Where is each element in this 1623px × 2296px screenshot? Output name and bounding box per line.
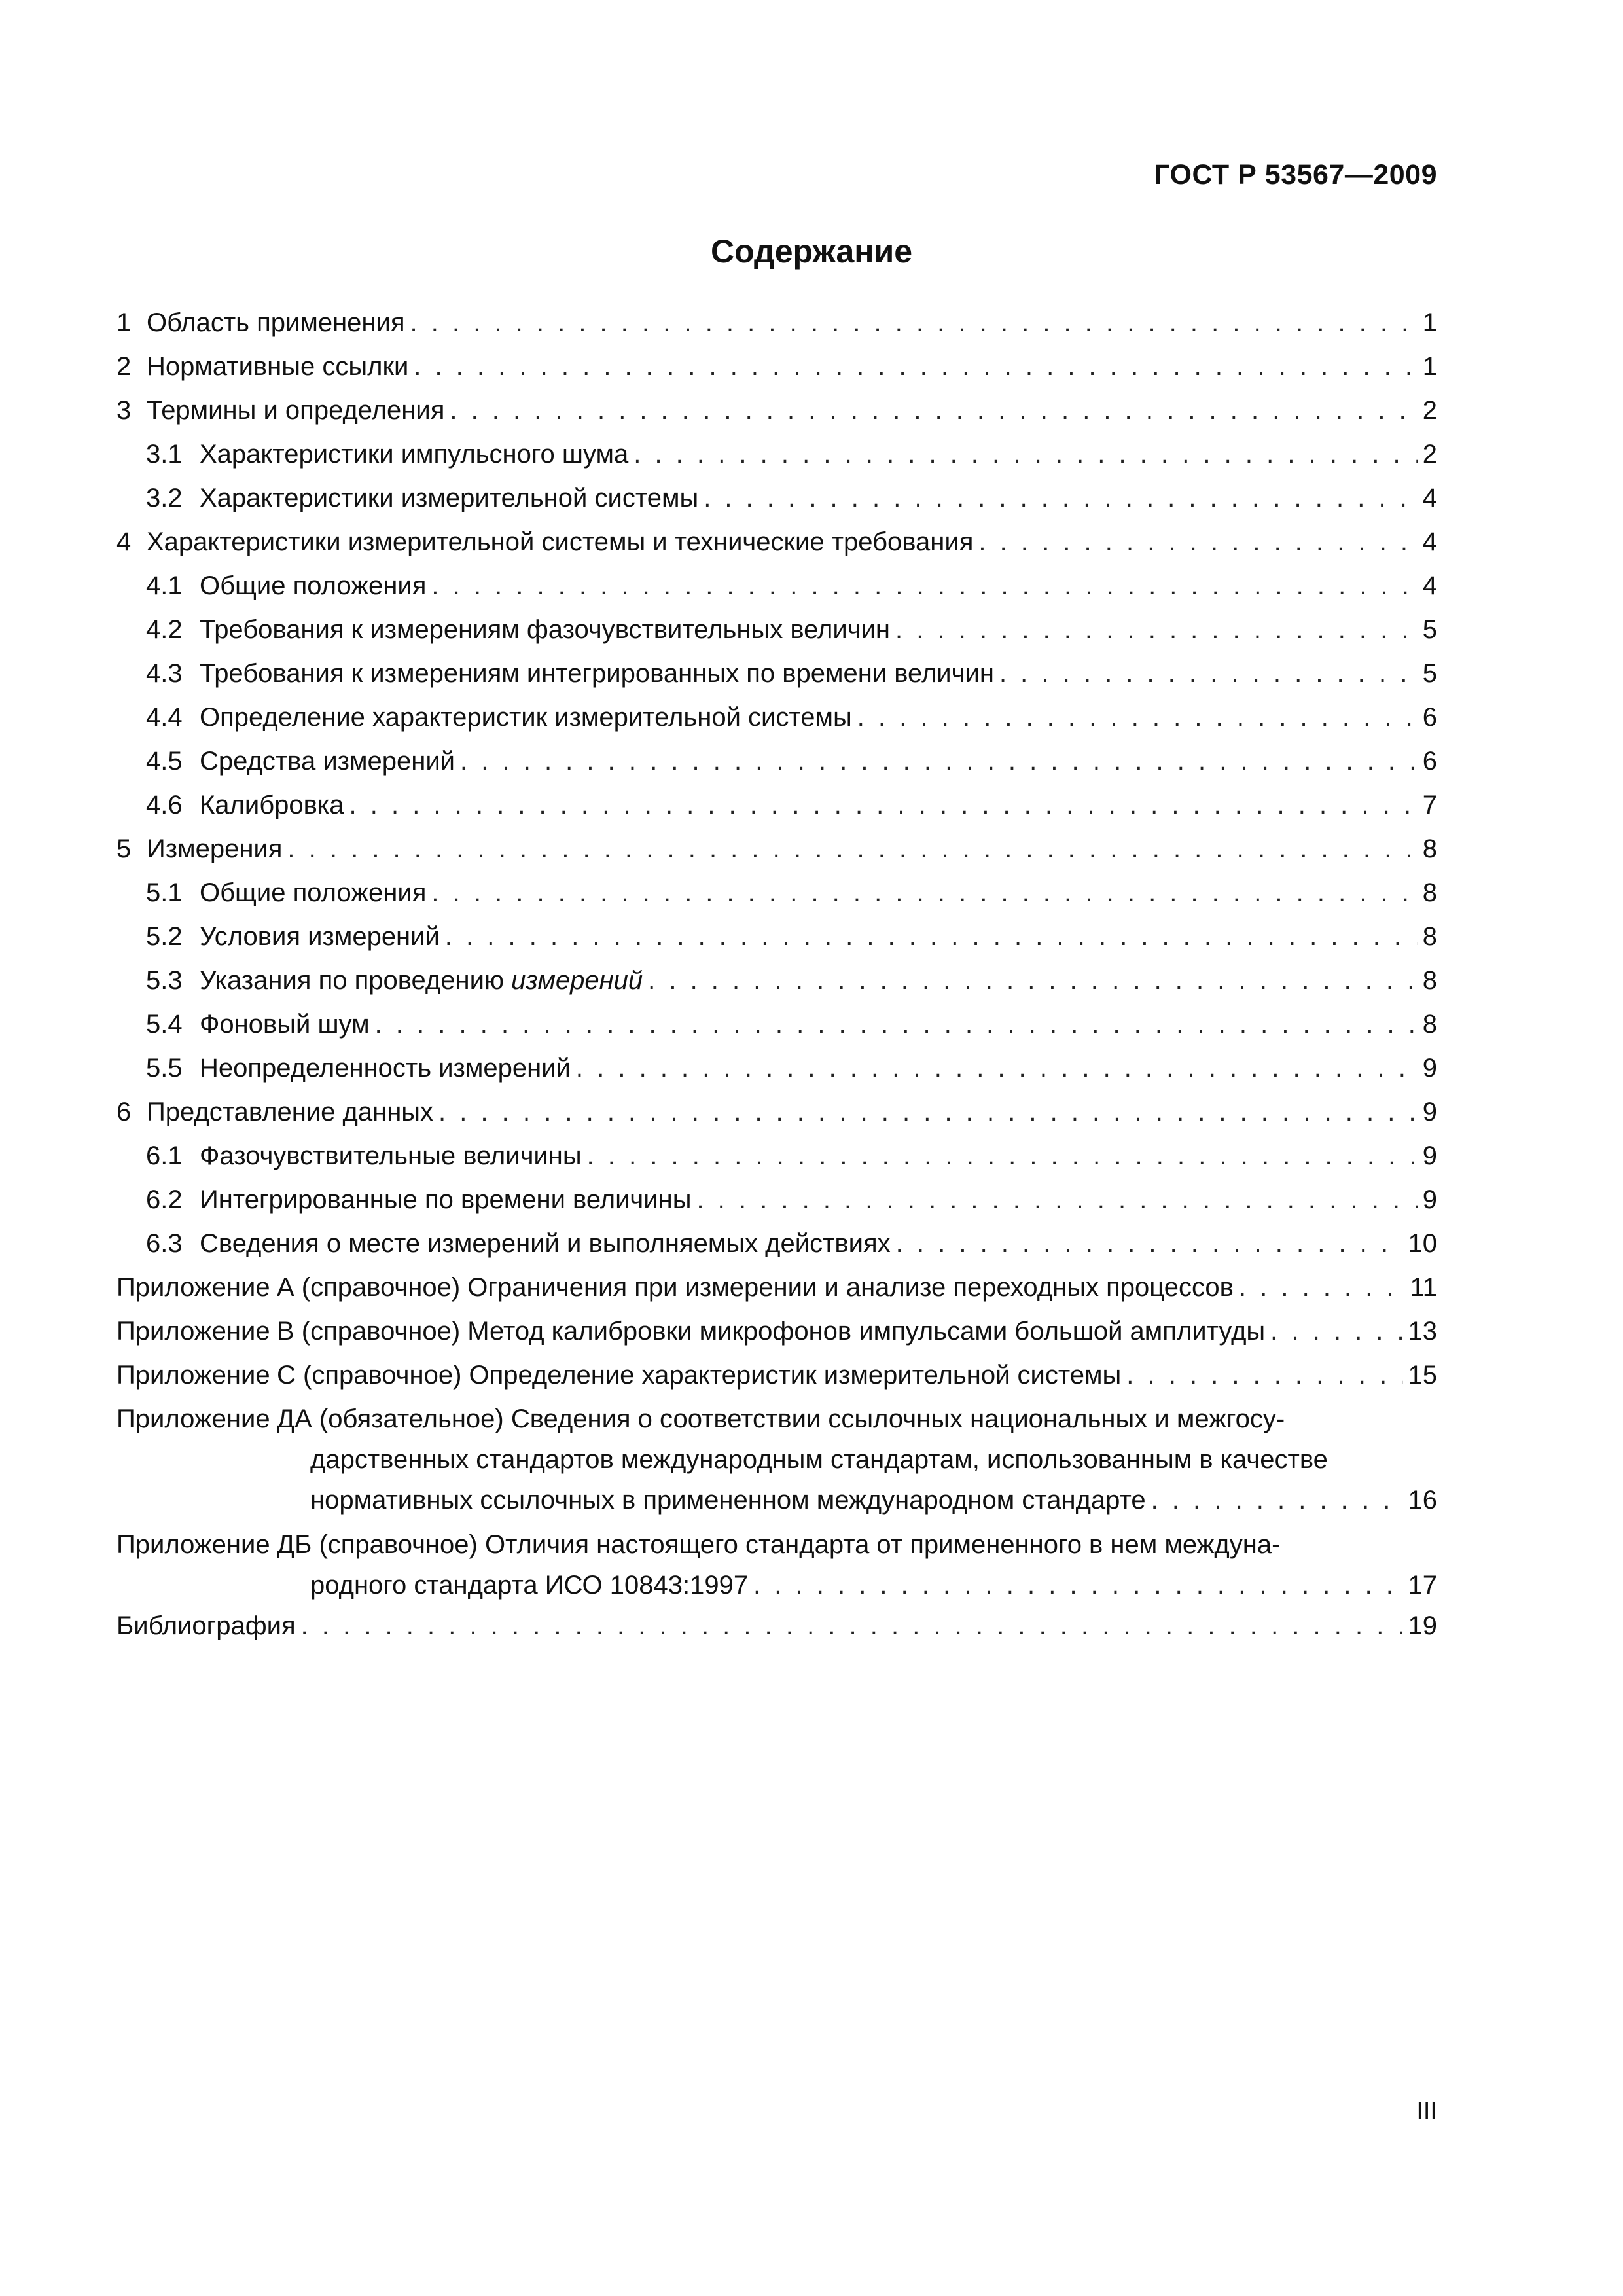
toc-entry-label: Представление данных bbox=[147, 1098, 434, 1126]
toc-entry-label: Фоновый шум bbox=[200, 1010, 370, 1039]
toc-entry-label: С (справочное) Определение характеристик измерительной системы bbox=[277, 1361, 1122, 1390]
toc-leader-dots bbox=[450, 389, 1417, 433]
toc-entry-label: Интегрированные по времени величины bbox=[200, 1185, 692, 1214]
toc-leader-dots bbox=[1126, 1354, 1402, 1397]
toc-entry-label: Определение характеристик измерительной системы bbox=[200, 703, 852, 732]
toc-leader-dots bbox=[287, 827, 1417, 871]
appendix-word: Приложение bbox=[116, 1317, 270, 1346]
toc-entry-number: 3.2 bbox=[146, 484, 183, 512]
toc-entry-label: Калибровка bbox=[200, 791, 344, 819]
toc-appendix-db[interactable] bbox=[116, 1523, 1437, 1604]
toc-entry-label: ДА (обязательное) Сведения о соответствии ссылочных национальных и межгосу- bbox=[277, 1405, 1285, 1433]
toc-entry-5-3[interactable] bbox=[116, 959, 1437, 1003]
table-of-contents bbox=[116, 301, 1437, 1648]
toc-entry-label-cont: родного стандарта ИСО 10843:1997 bbox=[310, 1571, 749, 1600]
toc-entry-label: Требования к измерениям фазочувствительных величин bbox=[200, 615, 890, 644]
toc-leader-dots bbox=[587, 1134, 1418, 1178]
toc-entry-page: 6 bbox=[1422, 747, 1437, 776]
toc-entry-label: Фазочувствительные величины bbox=[200, 1141, 582, 1170]
toc-entry-label bbox=[200, 959, 643, 1003]
toc-leader-dots bbox=[633, 433, 1417, 476]
toc-entry-number: 6.2 bbox=[146, 1185, 183, 1214]
toc-entry-page: 4 bbox=[1422, 571, 1437, 600]
document-code: ГОСТ Р 53567—2009 bbox=[1154, 159, 1437, 190]
toc-entry-page: 11 bbox=[1410, 1273, 1437, 1302]
toc-entry-number: 4.2 bbox=[146, 615, 183, 644]
toc-leader-dots bbox=[375, 1003, 1418, 1047]
toc-leader-dots bbox=[414, 345, 1417, 389]
toc-entry-label: Характеристики измерительной системы bbox=[200, 484, 699, 512]
toc-leader-dots bbox=[410, 301, 1418, 345]
toc-leader-dots bbox=[978, 520, 1417, 564]
toc-entry-3[interactable] bbox=[116, 389, 1437, 433]
toc-entry-page: 8 bbox=[1422, 922, 1437, 951]
toc-entry-5-1[interactable] bbox=[116, 871, 1437, 915]
toc-entry-5[interactable] bbox=[116, 827, 1437, 871]
toc-entry-number: 4.1 bbox=[146, 571, 183, 600]
toc-entry-page: 10 bbox=[1408, 1229, 1437, 1258]
toc-entry-label: Общие положения bbox=[200, 878, 427, 907]
toc-entry-label: Измерения bbox=[147, 834, 283, 863]
toc-entry-page: 8 bbox=[1422, 966, 1437, 995]
toc-entry-5-5[interactable] bbox=[116, 1047, 1437, 1090]
toc-entry-label: В (справочное) Метод калибровки микрофонов импульсами большой амплитуды bbox=[277, 1317, 1266, 1346]
toc-entry-5-4[interactable] bbox=[116, 1003, 1437, 1047]
toc-entry-page: 7 bbox=[1422, 791, 1437, 819]
toc-entry-page: 5 bbox=[1422, 615, 1437, 644]
toc-entry-page: 5 bbox=[1422, 659, 1437, 688]
toc-entry-label: Термины и определения bbox=[147, 396, 445, 425]
toc-leader-dots bbox=[349, 783, 1418, 827]
toc-entry-page: 8 bbox=[1422, 834, 1437, 863]
toc-entry-number: 4.5 bbox=[146, 747, 183, 776]
toc-entry-number: 3 bbox=[116, 396, 132, 425]
toc-entry-label: Область применения bbox=[147, 308, 405, 337]
appendix-line bbox=[116, 1397, 1437, 1438]
toc-entry-number: 2 bbox=[116, 352, 132, 381]
toc-entry-number: 6 bbox=[116, 1098, 132, 1126]
toc-entry-label: Неопределенность измерений bbox=[200, 1054, 571, 1083]
toc-entry-3-2[interactable] bbox=[116, 476, 1437, 520]
toc-entry-number: 4.6 bbox=[146, 791, 183, 819]
toc-entry-6-1[interactable] bbox=[116, 1134, 1437, 1178]
toc-leader-dots bbox=[753, 1564, 1402, 1607]
appendix-word: Приложение bbox=[116, 1530, 270, 1559]
toc-entry-label: Нормативные ссылки bbox=[147, 352, 409, 381]
toc-entry-label: ДБ (справочное) Отличия настоящего стандарта от примененного в нем междуна- bbox=[277, 1530, 1281, 1559]
appendix-line bbox=[116, 1523, 1437, 1564]
toc-entry-page: 6 bbox=[1422, 703, 1437, 732]
toc-entry-page: 8 bbox=[1422, 878, 1437, 907]
appendix-word: Приложение bbox=[116, 1273, 270, 1302]
toc-entry-label: А (справочное) Ограничения при измерении и анализе переходных процессов bbox=[277, 1273, 1234, 1302]
toc-entry-page: 2 bbox=[1422, 440, 1437, 469]
toc-entry-1[interactable] bbox=[116, 301, 1437, 345]
toc-leader-dots bbox=[999, 652, 1418, 696]
toc-entry-page: 9 bbox=[1422, 1054, 1437, 1083]
toc-entry-number: 5.4 bbox=[146, 1010, 183, 1039]
toc-appendix-b[interactable] bbox=[116, 1310, 1437, 1354]
appendix-line bbox=[116, 1564, 1437, 1604]
toc-entry-page: 9 bbox=[1422, 1185, 1437, 1214]
toc-entry-label: Требования к измерениям интегрированных по времени величин bbox=[200, 659, 994, 688]
toc-entry-page: 4 bbox=[1422, 528, 1437, 556]
toc-entry-number: 1 bbox=[116, 308, 132, 337]
toc-bibliography[interactable] bbox=[116, 1604, 1437, 1648]
toc-entry-page: 17 bbox=[1408, 1571, 1437, 1600]
toc-entry-number: 5.2 bbox=[146, 922, 183, 951]
appendix-word: Приложение bbox=[116, 1405, 270, 1433]
toc-title: Содержание bbox=[710, 233, 913, 270]
toc-entry-label-cont: нормативных ссылочных в примененном международном стандарте bbox=[310, 1486, 1146, 1515]
toc-entry-5-2[interactable] bbox=[116, 915, 1437, 959]
toc-entry-page: 8 bbox=[1422, 1010, 1437, 1039]
toc-entry-number: 6.3 bbox=[146, 1229, 183, 1258]
toc-appendix-a[interactable] bbox=[116, 1266, 1437, 1310]
toc-entry-number: 5 bbox=[116, 834, 132, 863]
appendix-word: Приложение bbox=[116, 1361, 270, 1390]
toc-entry-4[interactable] bbox=[116, 520, 1437, 564]
toc-entry-2[interactable] bbox=[116, 345, 1437, 389]
toc-entry-page: 2 bbox=[1422, 396, 1437, 425]
toc-entry-label-italic: измерений bbox=[511, 966, 643, 995]
toc-entry-4-2[interactable] bbox=[116, 608, 1437, 652]
toc-entry-4-5[interactable] bbox=[116, 740, 1437, 783]
toc-entry-label: Характеристики измерительной системы и технические требования bbox=[147, 528, 974, 556]
toc-leader-dots bbox=[896, 1222, 1403, 1266]
toc-leader-dots bbox=[895, 608, 1418, 652]
toc-entry-4-4[interactable] bbox=[116, 696, 1437, 740]
toc-entry-label: Средства измерений bbox=[200, 747, 455, 776]
toc-entry-number: 4 bbox=[116, 528, 132, 556]
toc-entry-number: 5.5 bbox=[146, 1054, 183, 1083]
toc-leader-dots bbox=[1239, 1266, 1405, 1310]
toc-entry-label: Библиография bbox=[116, 1611, 296, 1640]
toc-entry-6[interactable] bbox=[116, 1090, 1437, 1134]
toc-entry-page: 15 bbox=[1408, 1361, 1437, 1390]
toc-leader-dots bbox=[445, 915, 1418, 959]
toc-entry-number: 4.4 bbox=[146, 703, 183, 732]
toc-entry-label-regular: Указания по проведению bbox=[200, 966, 512, 995]
toc-appendix-da[interactable] bbox=[116, 1397, 1437, 1519]
toc-appendix-c[interactable] bbox=[116, 1354, 1437, 1397]
toc-entry-number: 5.3 bbox=[146, 966, 183, 995]
toc-entry-label-cont: дарственных стандартов международным стандартам, использованным в качестве bbox=[310, 1445, 1328, 1474]
page-number: III bbox=[1416, 2098, 1437, 2125]
toc-entry-number: 4.3 bbox=[146, 659, 183, 688]
appendix-line bbox=[116, 1438, 1437, 1479]
toc-leader-dots bbox=[704, 476, 1418, 520]
toc-entry-page: 1 bbox=[1422, 308, 1437, 337]
toc-entry-number: 3.1 bbox=[146, 440, 183, 469]
appendix-line bbox=[116, 1479, 1437, 1519]
toc-leader-dots bbox=[438, 1090, 1418, 1134]
toc-leader-dots bbox=[857, 696, 1418, 740]
toc-entry-page: 13 bbox=[1408, 1317, 1437, 1346]
toc-leader-dots bbox=[1151, 1479, 1403, 1522]
toc-entry-6-3[interactable] bbox=[116, 1222, 1437, 1266]
toc-entry-3-1[interactable] bbox=[116, 433, 1437, 476]
toc-leader-dots bbox=[696, 1178, 1417, 1222]
toc-entry-page: 16 bbox=[1408, 1486, 1437, 1515]
toc-entry-number: 6.1 bbox=[146, 1141, 183, 1170]
toc-entry-page: 19 bbox=[1408, 1611, 1437, 1640]
toc-leader-dots bbox=[460, 740, 1418, 783]
toc-leader-dots bbox=[431, 564, 1417, 608]
toc-entry-label: Сведения о месте измерений и выполняемых действиях bbox=[200, 1229, 891, 1258]
toc-leader-dots bbox=[576, 1047, 1418, 1090]
toc-entry-4-1[interactable] bbox=[116, 564, 1437, 608]
toc-entry-page: 4 bbox=[1422, 484, 1437, 512]
toc-leader-dots bbox=[301, 1604, 1403, 1648]
toc-entry-page: 9 bbox=[1422, 1098, 1437, 1126]
toc-entry-6-2[interactable] bbox=[116, 1178, 1437, 1222]
toc-leader-dots bbox=[431, 871, 1417, 915]
toc-entry-label: Условия измерений bbox=[200, 922, 440, 951]
toc-entry-label: Характеристики импульсного шума bbox=[200, 440, 629, 469]
toc-entry-page: 9 bbox=[1422, 1141, 1437, 1170]
toc-entry-4-3[interactable] bbox=[116, 652, 1437, 696]
toc-entry-number: 5.1 bbox=[146, 878, 183, 907]
toc-entry-page: 1 bbox=[1422, 352, 1437, 381]
toc-leader-dots bbox=[648, 959, 1418, 1003]
toc-entry-label: Общие положения bbox=[200, 571, 427, 600]
toc-leader-dots bbox=[1270, 1310, 1402, 1354]
toc-entry-4-6[interactable] bbox=[116, 783, 1437, 827]
